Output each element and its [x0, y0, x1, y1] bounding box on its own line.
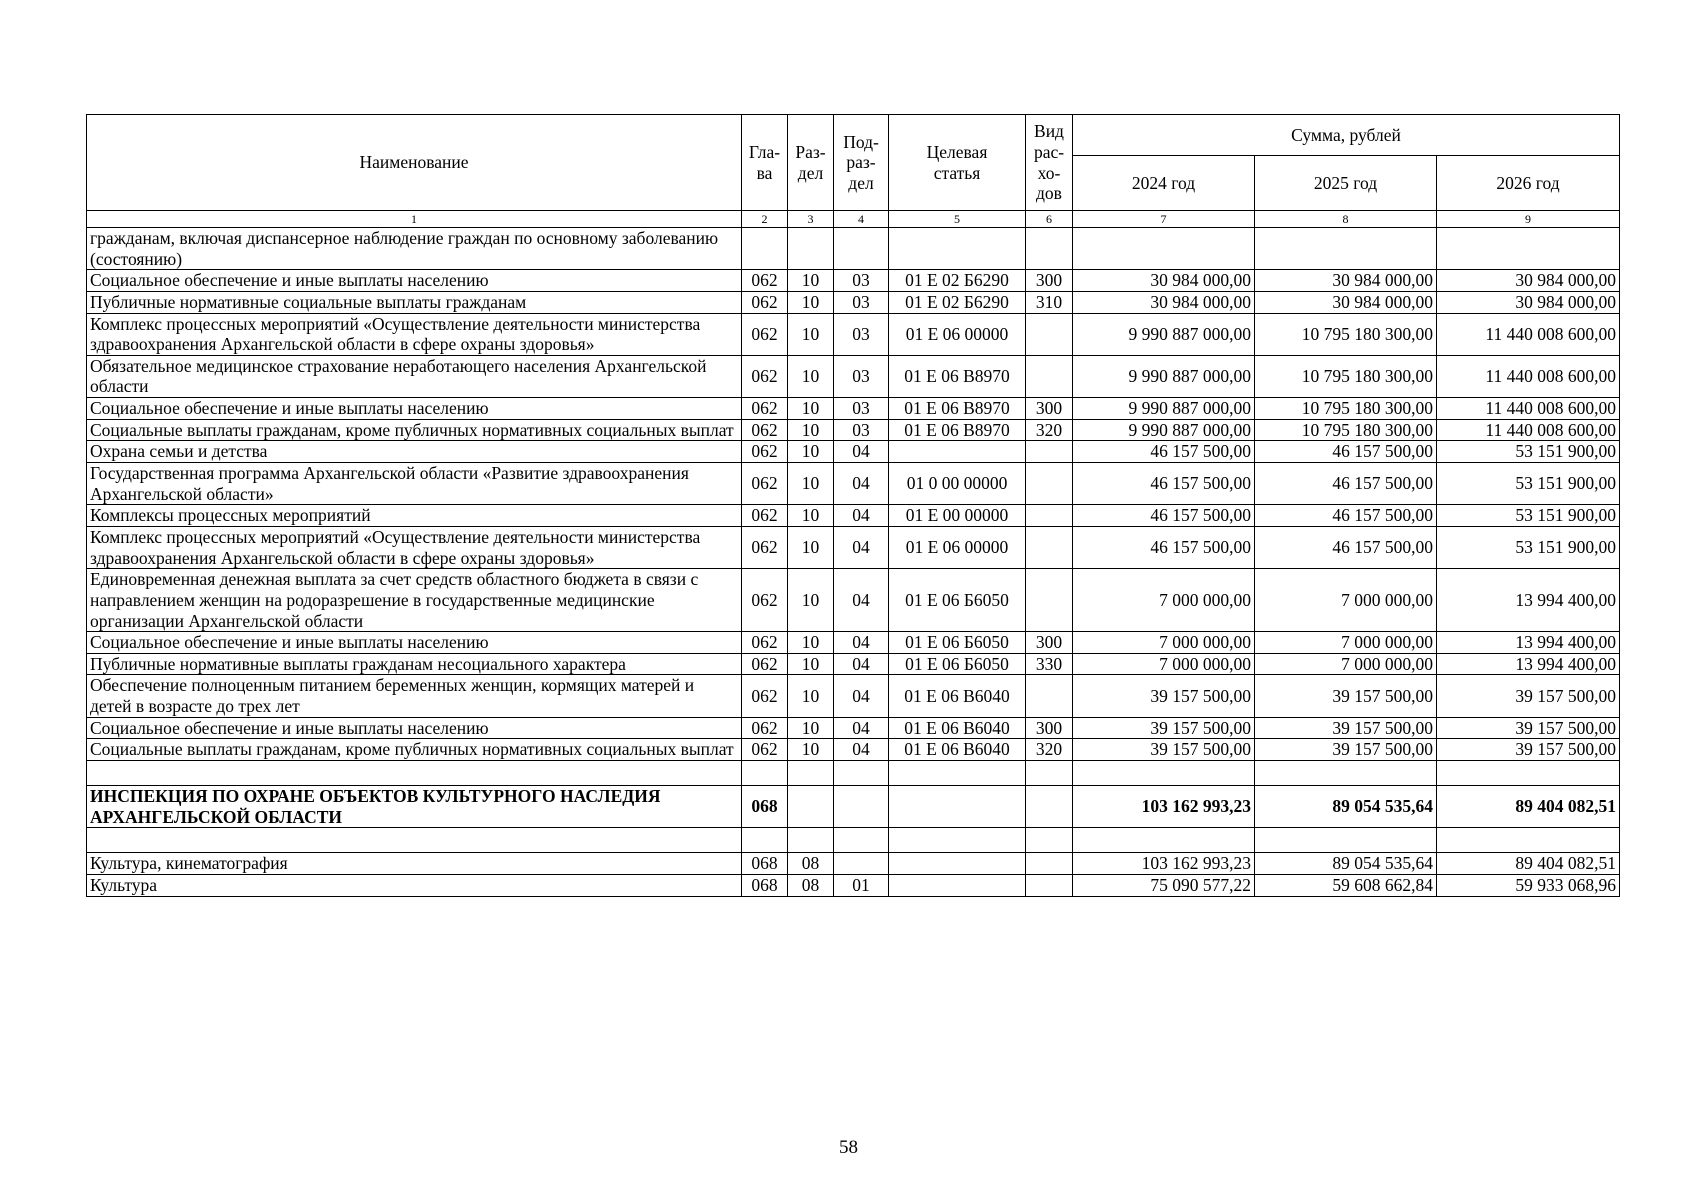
row-amount-2026-cell: 53 151 900,00 — [1437, 505, 1620, 527]
row-amount-2025-cell: 30 984 000,00 — [1255, 291, 1437, 313]
row-name-cell: Социальное обеспечение и иные выплаты населению — [87, 717, 742, 739]
header-subsection: Под- раз- дел — [834, 115, 889, 211]
row-name-cell: Социальные выплаты гражданам, кроме публичных нормативных социальных выплат — [87, 739, 742, 761]
row-expense-type-cell — [1026, 828, 1073, 853]
row-expense-type-cell — [1026, 874, 1073, 896]
row-subsection-cell — [834, 853, 889, 875]
row-chapter-cell: 062 — [742, 291, 788, 313]
row-subsection-cell — [834, 761, 889, 786]
row-target-article-cell — [889, 761, 1026, 786]
row-amount-2026-cell — [1437, 828, 1620, 853]
row-target-article-cell: 01 Е 00 00000 — [889, 505, 1026, 527]
row-section-cell: 10 — [788, 717, 834, 739]
table-row — [87, 675, 1620, 717]
row-amount-2025-cell: 7 000 000,00 — [1255, 653, 1437, 675]
row-subsection-cell: 04 — [834, 632, 889, 654]
spacer-row — [87, 761, 1620, 786]
row-amount-2024-cell: 46 157 500,00 — [1073, 526, 1255, 568]
row-name-cell: Охрана семьи и детства — [87, 441, 742, 463]
row-target-article-cell: 01 0 00 00000 — [889, 463, 1026, 505]
row-amount-2025-cell: 46 157 500,00 — [1255, 463, 1437, 505]
row-amount-2025-cell — [1255, 828, 1437, 853]
row-subsection-cell — [834, 786, 889, 828]
row-amount-2026-cell: 11 440 008 600,00 — [1437, 313, 1620, 355]
row-amount-2025-cell: 89 054 535,64 — [1255, 853, 1437, 875]
header-year-2026: 2026 год — [1437, 156, 1620, 211]
header-expense-type: Вид рас- хо- дов — [1026, 115, 1073, 211]
row-amount-2024-cell: 9 990 887 000,00 — [1073, 313, 1255, 355]
row-name-cell: Культура, кинематография — [87, 853, 742, 875]
row-subsection-cell: 03 — [834, 291, 889, 313]
column-number: 8 — [1255, 211, 1437, 228]
row-amount-2024-cell — [1073, 761, 1255, 786]
row-amount-2025-cell: 10 795 180 300,00 — [1255, 419, 1437, 441]
row-amount-2024-cell: 9 990 887 000,00 — [1073, 355, 1255, 397]
row-amount-2026-cell: 89 404 082,51 — [1437, 853, 1620, 875]
row-target-article-cell: 01 Е 06 В6040 — [889, 675, 1026, 717]
row-chapter-cell: 062 — [742, 313, 788, 355]
row-chapter-cell: 068 — [742, 874, 788, 896]
row-chapter-cell: 062 — [742, 463, 788, 505]
row-amount-2024-cell: 7 000 000,00 — [1073, 653, 1255, 675]
row-amount-2024-cell: 30 984 000,00 — [1073, 270, 1255, 292]
row-amount-2024-cell: 9 990 887 000,00 — [1073, 398, 1255, 420]
row-section-cell: 10 — [788, 419, 834, 441]
row-target-article-cell — [889, 828, 1026, 853]
table-row — [87, 270, 1620, 292]
row-amount-2026-cell: 89 404 082,51 — [1437, 786, 1620, 828]
column-number: 2 — [742, 211, 788, 228]
row-chapter-cell — [742, 828, 788, 853]
header-sum-group: Сумма, рублей — [1073, 115, 1620, 156]
row-amount-2025-cell: 10 795 180 300,00 — [1255, 398, 1437, 420]
row-amount-2024-cell: 30 984 000,00 — [1073, 291, 1255, 313]
table-row — [87, 717, 1620, 739]
row-amount-2024-cell: 46 157 500,00 — [1073, 441, 1255, 463]
row-name-cell: Социальные выплаты гражданам, кроме публичных нормативных социальных выплат — [87, 419, 742, 441]
row-section-cell: 10 — [788, 675, 834, 717]
row-amount-2026-cell — [1437, 761, 1620, 786]
row-name-cell: Социальное обеспечение и иные выплаты населению — [87, 632, 742, 654]
row-expense-type-cell — [1026, 313, 1073, 355]
row-section-cell: 10 — [788, 653, 834, 675]
row-name-cell: Публичные нормативные выплаты гражданам несоциального характера — [87, 653, 742, 675]
row-section-cell — [788, 828, 834, 853]
row-name-cell: ИНСПЕКЦИЯ ПО ОХРАНЕ ОБЪЕКТОВ КУЛЬТУРНОГО НАСЛЕДИЯ АРХАНГЕЛЬСКОЙ ОБЛАСТИ — [87, 786, 742, 828]
row-section-cell — [788, 786, 834, 828]
row-amount-2026-cell: 53 151 900,00 — [1437, 441, 1620, 463]
row-amount-2025-cell: 7 000 000,00 — [1255, 569, 1437, 632]
row-amount-2025-cell: 89 054 535,64 — [1255, 786, 1437, 828]
table-row — [87, 463, 1620, 505]
row-target-article-cell: 01 Е 06 00000 — [889, 526, 1026, 568]
table-row — [87, 291, 1620, 313]
row-subsection-cell: 04 — [834, 505, 889, 527]
row-amount-2024-cell: 7 000 000,00 — [1073, 632, 1255, 654]
row-expense-type-cell: 300 — [1026, 270, 1073, 292]
row-expense-type-cell — [1026, 853, 1073, 875]
row-expense-type-cell: 320 — [1026, 739, 1073, 761]
row-amount-2024-cell: 39 157 500,00 — [1073, 675, 1255, 717]
row-amount-2025-cell: 46 157 500,00 — [1255, 505, 1437, 527]
table-row — [87, 653, 1620, 675]
table-row — [87, 441, 1620, 463]
column-number: 4 — [834, 211, 889, 228]
row-amount-2026-cell: 30 984 000,00 — [1437, 270, 1620, 292]
row-chapter-cell: 062 — [742, 441, 788, 463]
row-section-cell: 10 — [788, 739, 834, 761]
row-amount-2024-cell: 46 157 500,00 — [1073, 463, 1255, 505]
row-section-cell: 10 — [788, 398, 834, 420]
row-expense-type-cell: 300 — [1026, 398, 1073, 420]
row-amount-2025-cell: 30 984 000,00 — [1255, 270, 1437, 292]
table-row — [87, 526, 1620, 568]
row-section-cell: 10 — [788, 291, 834, 313]
column-number: 9 — [1437, 211, 1620, 228]
row-expense-type-cell: 330 — [1026, 653, 1073, 675]
table-row — [87, 569, 1620, 632]
row-name-cell: Обеспечение полноценным питанием беременных женщин, кормящих матерей и детей в возрасте до трех лет — [87, 675, 742, 717]
row-amount-2024-cell: 9 990 887 000,00 — [1073, 419, 1255, 441]
row-target-article-cell: 01 Е 06 В8970 — [889, 398, 1026, 420]
row-name-cell: гражданам, включая диспансерное наблюдение граждан по основному заболеванию (состоянию) — [87, 228, 742, 270]
column-number: 1 — [87, 211, 742, 228]
row-amount-2025-cell: 39 157 500,00 — [1255, 675, 1437, 717]
row-target-article-cell: 01 Е 06 В6040 — [889, 739, 1026, 761]
row-name-cell: Социальное обеспечение и иные выплаты населению — [87, 270, 742, 292]
row-subsection-cell: 04 — [834, 739, 889, 761]
row-amount-2025-cell: 10 795 180 300,00 — [1255, 355, 1437, 397]
row-amount-2026-cell: 39 157 500,00 — [1437, 717, 1620, 739]
row-chapter-cell: 062 — [742, 526, 788, 568]
page-number: 58 — [839, 1137, 858, 1158]
row-target-article-cell — [889, 853, 1026, 875]
row-target-article-cell: 01 Е 06 В8970 — [889, 355, 1026, 397]
column-number: 6 — [1026, 211, 1073, 228]
row-expense-type-cell — [1026, 505, 1073, 527]
row-chapter-cell: 062 — [742, 398, 788, 420]
row-expense-type-cell: 320 — [1026, 419, 1073, 441]
row-amount-2025-cell: 59 608 662,84 — [1255, 874, 1437, 896]
row-amount-2025-cell: 10 795 180 300,00 — [1255, 313, 1437, 355]
row-name-cell: Культура — [87, 874, 742, 896]
row-amount-2024-cell: 103 162 993,23 — [1073, 786, 1255, 828]
row-amount-2024-cell: 75 090 577,22 — [1073, 874, 1255, 896]
row-section-cell — [788, 228, 834, 270]
row-target-article-cell — [889, 874, 1026, 896]
row-subsection-cell: 01 — [834, 874, 889, 896]
row-amount-2026-cell: 11 440 008 600,00 — [1437, 398, 1620, 420]
row-name-cell — [87, 761, 742, 786]
row-amount-2026-cell: 53 151 900,00 — [1437, 463, 1620, 505]
row-target-article-cell: 01 Е 06 В6040 — [889, 717, 1026, 739]
row-subsection-cell: 03 — [834, 270, 889, 292]
row-section-cell: 10 — [788, 632, 834, 654]
row-amount-2026-cell: 13 994 400,00 — [1437, 653, 1620, 675]
table-row — [87, 632, 1620, 654]
row-amount-2026-cell: 59 933 068,96 — [1437, 874, 1620, 896]
row-section-cell: 10 — [788, 463, 834, 505]
column-number: 3 — [788, 211, 834, 228]
row-section-cell — [788, 761, 834, 786]
row-name-cell: Комплексы процессных мероприятий — [87, 505, 742, 527]
row-target-article-cell: 01 Е 06 Б6050 — [889, 653, 1026, 675]
row-target-article-cell — [889, 228, 1026, 270]
row-amount-2025-cell: 46 157 500,00 — [1255, 526, 1437, 568]
row-subsection-cell: 04 — [834, 675, 889, 717]
row-expense-type-cell — [1026, 463, 1073, 505]
table-row — [87, 355, 1620, 397]
row-subsection-cell: 04 — [834, 653, 889, 675]
row-subsection-cell: 03 — [834, 355, 889, 397]
row-amount-2025-cell: 39 157 500,00 — [1255, 739, 1437, 761]
row-amount-2026-cell: 11 440 008 600,00 — [1437, 419, 1620, 441]
row-chapter-cell: 062 — [742, 355, 788, 397]
row-chapter-cell: 062 — [742, 632, 788, 654]
row-chapter-cell: 068 — [742, 853, 788, 875]
row-chapter-cell: 068 — [742, 786, 788, 828]
row-section-cell: 10 — [788, 270, 834, 292]
row-amount-2024-cell — [1073, 828, 1255, 853]
row-target-article-cell — [889, 441, 1026, 463]
row-amount-2025-cell — [1255, 761, 1437, 786]
row-expense-type-cell — [1026, 228, 1073, 270]
table-row — [87, 739, 1620, 761]
row-name-cell: Социальное обеспечение и иные выплаты населению — [87, 398, 742, 420]
table-row — [87, 853, 1620, 875]
row-expense-type-cell — [1026, 526, 1073, 568]
row-chapter-cell: 062 — [742, 270, 788, 292]
row-chapter-cell: 062 — [742, 653, 788, 675]
row-amount-2026-cell: 39 157 500,00 — [1437, 675, 1620, 717]
row-name-cell: Обязательное медицинское страхование неработающего населения Архангельской области — [87, 355, 742, 397]
row-name-cell: Единовременная денежная выплата за счет средств областного бюджета в связи с направлением женщин на родоразрешение в государственные медицинские организации Архангельской области — [87, 569, 742, 632]
row-chapter-cell — [742, 761, 788, 786]
spacer-row — [87, 828, 1620, 853]
row-amount-2026-cell: 13 994 400,00 — [1437, 569, 1620, 632]
row-section-cell: 10 — [788, 355, 834, 397]
row-subsection-cell: 04 — [834, 526, 889, 568]
row-chapter-cell: 062 — [742, 739, 788, 761]
row-amount-2024-cell: 46 157 500,00 — [1073, 505, 1255, 527]
row-amount-2024-cell: 103 162 993,23 — [1073, 853, 1255, 875]
budget-table — [86, 114, 1620, 897]
row-subsection-cell: 03 — [834, 419, 889, 441]
row-subsection-cell: 04 — [834, 717, 889, 739]
header-name: Наименование — [87, 115, 742, 211]
table-row — [87, 228, 1620, 270]
column-number: 7 — [1073, 211, 1255, 228]
row-amount-2026-cell: 53 151 900,00 — [1437, 526, 1620, 568]
row-subsection-cell: 03 — [834, 398, 889, 420]
row-target-article-cell: 01 Е 06 Б6050 — [889, 632, 1026, 654]
row-expense-type-cell: 310 — [1026, 291, 1073, 313]
row-chapter-cell: 062 — [742, 505, 788, 527]
row-target-article-cell: 01 Е 06 Б6050 — [889, 569, 1026, 632]
row-target-article-cell: 01 Е 06 В8970 — [889, 419, 1026, 441]
row-target-article-cell: 01 Е 06 00000 — [889, 313, 1026, 355]
table-row — [87, 874, 1620, 896]
row-amount-2026-cell: 39 157 500,00 — [1437, 739, 1620, 761]
row-name-cell: Публичные нормативные социальные выплаты гражданам — [87, 291, 742, 313]
row-amount-2024-cell: 39 157 500,00 — [1073, 717, 1255, 739]
header-year-2024: 2024 год — [1073, 156, 1255, 211]
row-expense-type-cell — [1026, 786, 1073, 828]
row-amount-2024-cell: 7 000 000,00 — [1073, 569, 1255, 632]
table-row — [87, 505, 1620, 527]
row-amount-2025-cell: 46 157 500,00 — [1255, 441, 1437, 463]
row-name-cell: Комплекс процессных мероприятий «Осуществление деятельности министерства здравоохранения Архангельской области в сфере охраны здоровья» — [87, 313, 742, 355]
row-target-article-cell: 01 Е 02 Б6290 — [889, 291, 1026, 313]
header-year-2025: 2025 год — [1255, 156, 1437, 211]
row-expense-type-cell — [1026, 675, 1073, 717]
header-target-article: Целевая статья — [889, 115, 1026, 211]
row-expense-type-cell — [1026, 441, 1073, 463]
row-name-cell — [87, 828, 742, 853]
row-amount-2026-cell — [1437, 228, 1620, 270]
row-subsection-cell: 04 — [834, 441, 889, 463]
row-subsection-cell: 03 — [834, 313, 889, 355]
row-expense-type-cell — [1026, 355, 1073, 397]
header-section: Раз- дел — [788, 115, 834, 211]
row-target-article-cell: 01 Е 02 Б6290 — [889, 270, 1026, 292]
row-name-cell: Комплекс процессных мероприятий «Осуществление деятельности министерства здравоохранения Архангельской области в сфере охраны здоровья» — [87, 526, 742, 568]
row-amount-2025-cell: 7 000 000,00 — [1255, 632, 1437, 654]
row-target-article-cell — [889, 786, 1026, 828]
row-subsection-cell: 04 — [834, 463, 889, 505]
table-body — [87, 211, 1620, 897]
row-section-cell: 10 — [788, 441, 834, 463]
row-expense-type-cell — [1026, 569, 1073, 632]
row-amount-2026-cell: 13 994 400,00 — [1437, 632, 1620, 654]
row-chapter-cell — [742, 228, 788, 270]
row-section-cell: 08 — [788, 874, 834, 896]
table-row — [87, 398, 1620, 420]
row-expense-type-cell: 300 — [1026, 717, 1073, 739]
row-expense-type-cell — [1026, 761, 1073, 786]
header-chapter: Гла- ва — [742, 115, 788, 211]
row-chapter-cell: 062 — [742, 717, 788, 739]
table-row — [87, 419, 1620, 441]
row-section-cell: 10 — [788, 505, 834, 527]
row-amount-2024-cell: 39 157 500,00 — [1073, 739, 1255, 761]
row-subsection-cell — [834, 828, 889, 853]
row-subsection-cell — [834, 228, 889, 270]
column-number-row — [87, 211, 1620, 228]
column-number: 5 — [889, 211, 1026, 228]
row-section-cell: 10 — [788, 569, 834, 632]
row-section-cell: 08 — [788, 853, 834, 875]
row-subsection-cell: 04 — [834, 569, 889, 632]
row-amount-2025-cell — [1255, 228, 1437, 270]
row-amount-2025-cell: 39 157 500,00 — [1255, 717, 1437, 739]
row-section-cell: 10 — [788, 313, 834, 355]
row-amount-2026-cell: 30 984 000,00 — [1437, 291, 1620, 313]
row-name-cell: Государственная программа Архангельской области «Развитие здравоохранения Архангельской области» — [87, 463, 742, 505]
row-chapter-cell: 062 — [742, 419, 788, 441]
row-section-cell: 10 — [788, 526, 834, 568]
row-expense-type-cell: 300 — [1026, 632, 1073, 654]
table-row — [87, 786, 1620, 828]
row-chapter-cell: 062 — [742, 675, 788, 717]
table-row — [87, 313, 1620, 355]
row-amount-2024-cell — [1073, 228, 1255, 270]
row-chapter-cell: 062 — [742, 569, 788, 632]
row-amount-2026-cell: 11 440 008 600,00 — [1437, 355, 1620, 397]
